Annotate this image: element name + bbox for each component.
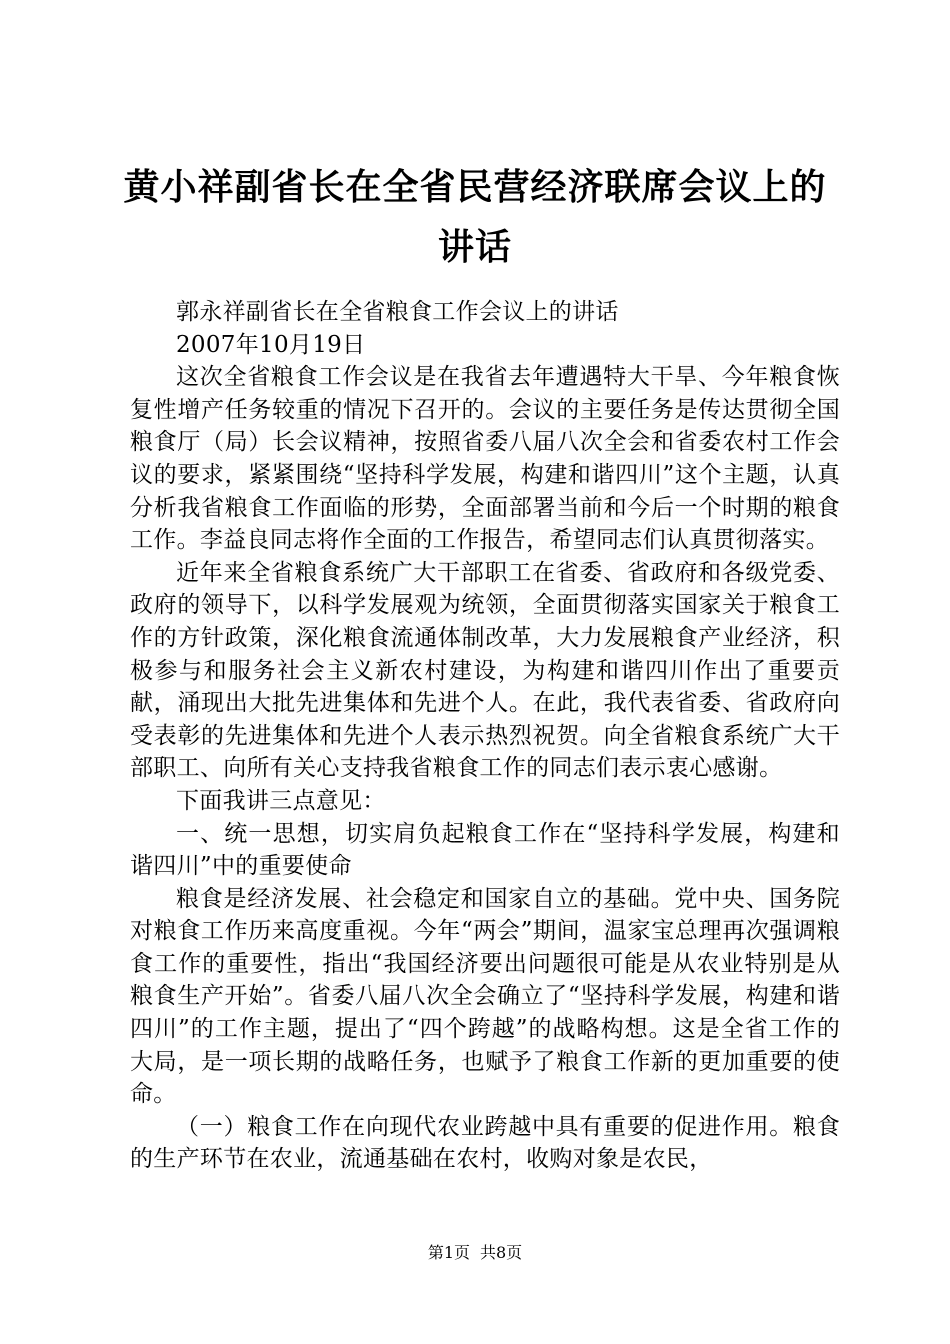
body-paragraph: 粮食是经济发展、社会稳定和国家自立的基础。党中央、国务院对粮食工作历来高度重视。今年“两会”期间，温家宝总理再次强调粮食工作的重要性，指出“我国经济要出问题很可能是从农业特别是从粮食生产开始”。省委八届八次全会确立了“坚持科学发展，构建和谐四川”的工作主题，提出了“四个跨越”的战略构想。这是全省工作的大局，是一项长期的战略任务，也赋予了粮食工作新的更加重要的使命。 — [130, 885, 840, 1108]
body-paragraph: 这次全省粮食工作会议是在我省去年遭遇特大干旱、今年粮食恢复性增产任务较重的情况下召开的。会议的主要任务是传达贯彻全国粮食厅（局）长会议精神，按照省委八届八次全会和省委农村工作会议的要求，紧紧围绕“坚持科学发展，构建和谐四川”这个主题，认真分析我省粮食工作面临的形势，全面部署当前和今后一个时期的粮食工作。李益良同志将作全面的工作报告，希望同志们认真贯彻落实。 — [130, 364, 840, 554]
document-title: 黄小祥副省长在全省民营经济联席会议上的讲话 — [123, 167, 827, 268]
section-heading: 一、统一思想，切实肩负起粮食工作在“坚持科学发展，构建和谐四川”中的重要使命 — [130, 820, 840, 880]
document-body — [130, 296, 840, 1176]
page-number: 第1页 — [427, 1243, 470, 1262]
body-paragraph: 下面我讲三点意见： — [176, 787, 386, 814]
subtitle: 郭永祥副省长在全省粮食工作会议上的讲话 — [176, 299, 619, 325]
page-footer — [0, 1243, 950, 1263]
page-total: 共8页 — [480, 1243, 523, 1262]
body-paragraph: （一）粮食工作在向现代农业跨越中具有重要的促进作用。粮食的生产环节在农业，流通基础在农村，收购对象是农民， — [130, 1113, 840, 1173]
body-paragraph: 近年来全省粮食系统广大干部职工在省委、省政府和各级党委、政府的领导下，以科学发展观为统领，全面贯彻落实国家关于粮食工作的方针政策，深化粮食流通体制改革，大力发展粮食产业经济，积极参与和服务社会主义新农村建设，为构建和谐四川作出了重要贡献，涌现出大批先进集体和先进个人。在此，我代表省委、省政府向受表彰的先进集体和先进个人表示热烈祝贺。向全省粮食系统广大干部职工、向所有关心支持我省粮食工作的同志们表示衷心感谢。 — [130, 559, 840, 782]
date-line: 2007年10月19日 — [176, 331, 366, 358]
